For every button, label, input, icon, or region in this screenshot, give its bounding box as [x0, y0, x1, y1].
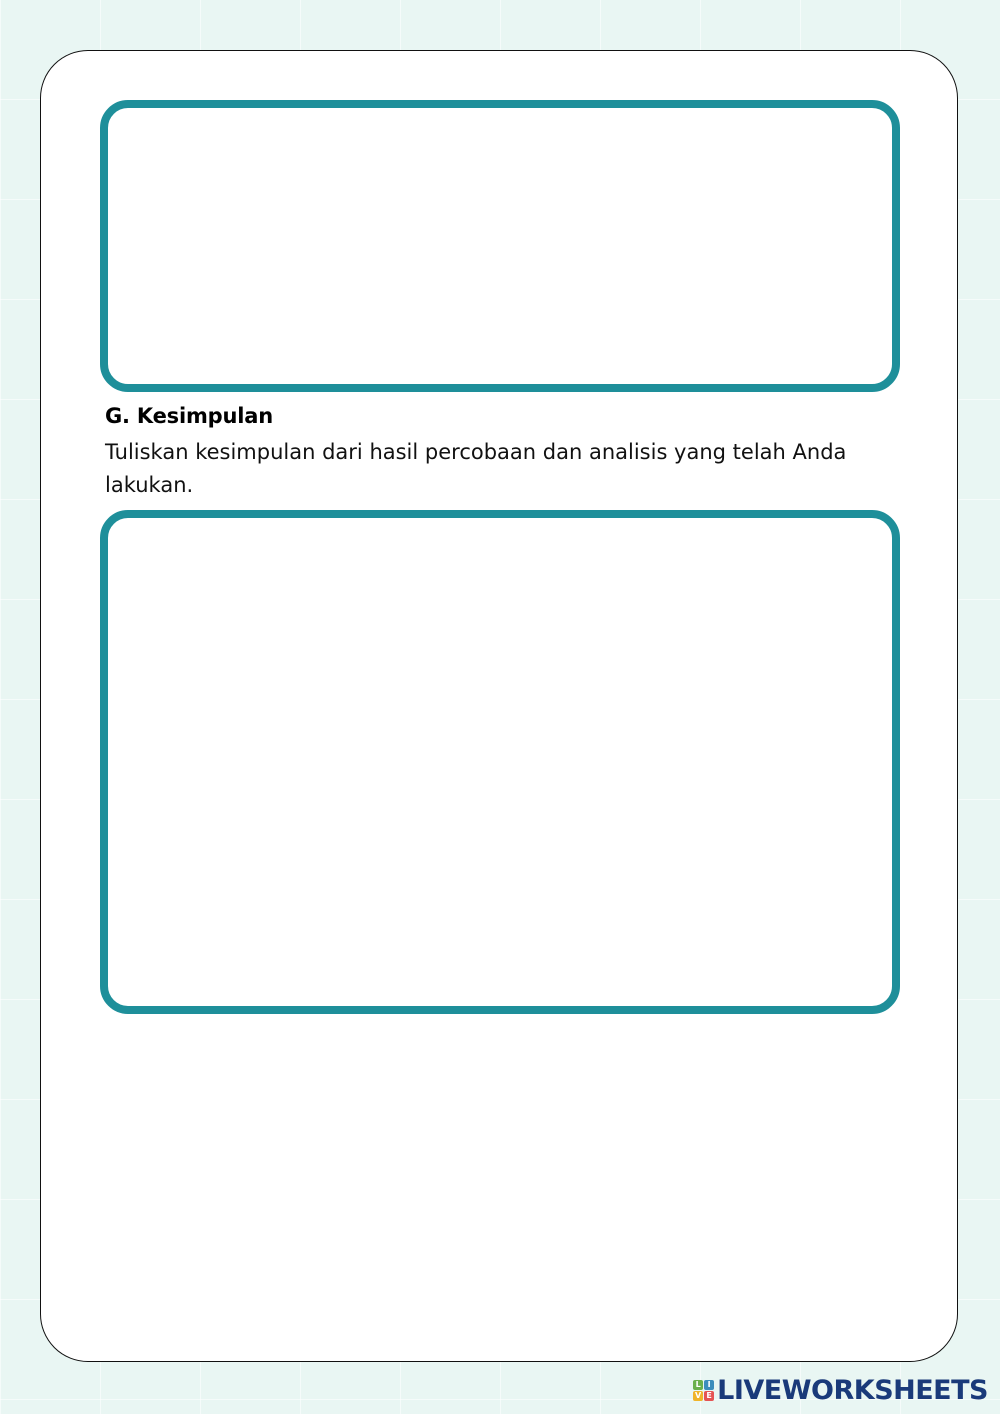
section-heading: G. Kesimpulan [105, 404, 273, 428]
logo-letter-e: E [704, 1391, 714, 1401]
liveworksheets-logo-icon [693, 1380, 714, 1401]
answer-box-conclusion[interactable] [100, 510, 900, 1014]
logo-letter-v: V [695, 1391, 702, 1400]
logo-letter-l: L [693, 1380, 703, 1390]
brand-name: LIVEWORKSHEETS [717, 1375, 988, 1406]
section-instruction: Tuliskan kesimpulan dari hasil percobaan dan analisis yang telah Anda lakukan. [105, 440, 847, 497]
logo-letter-i: I [704, 1380, 714, 1390]
liveworksheets-brand[interactable] [693, 1375, 988, 1406]
answer-box-analysis[interactable] [100, 100, 900, 392]
